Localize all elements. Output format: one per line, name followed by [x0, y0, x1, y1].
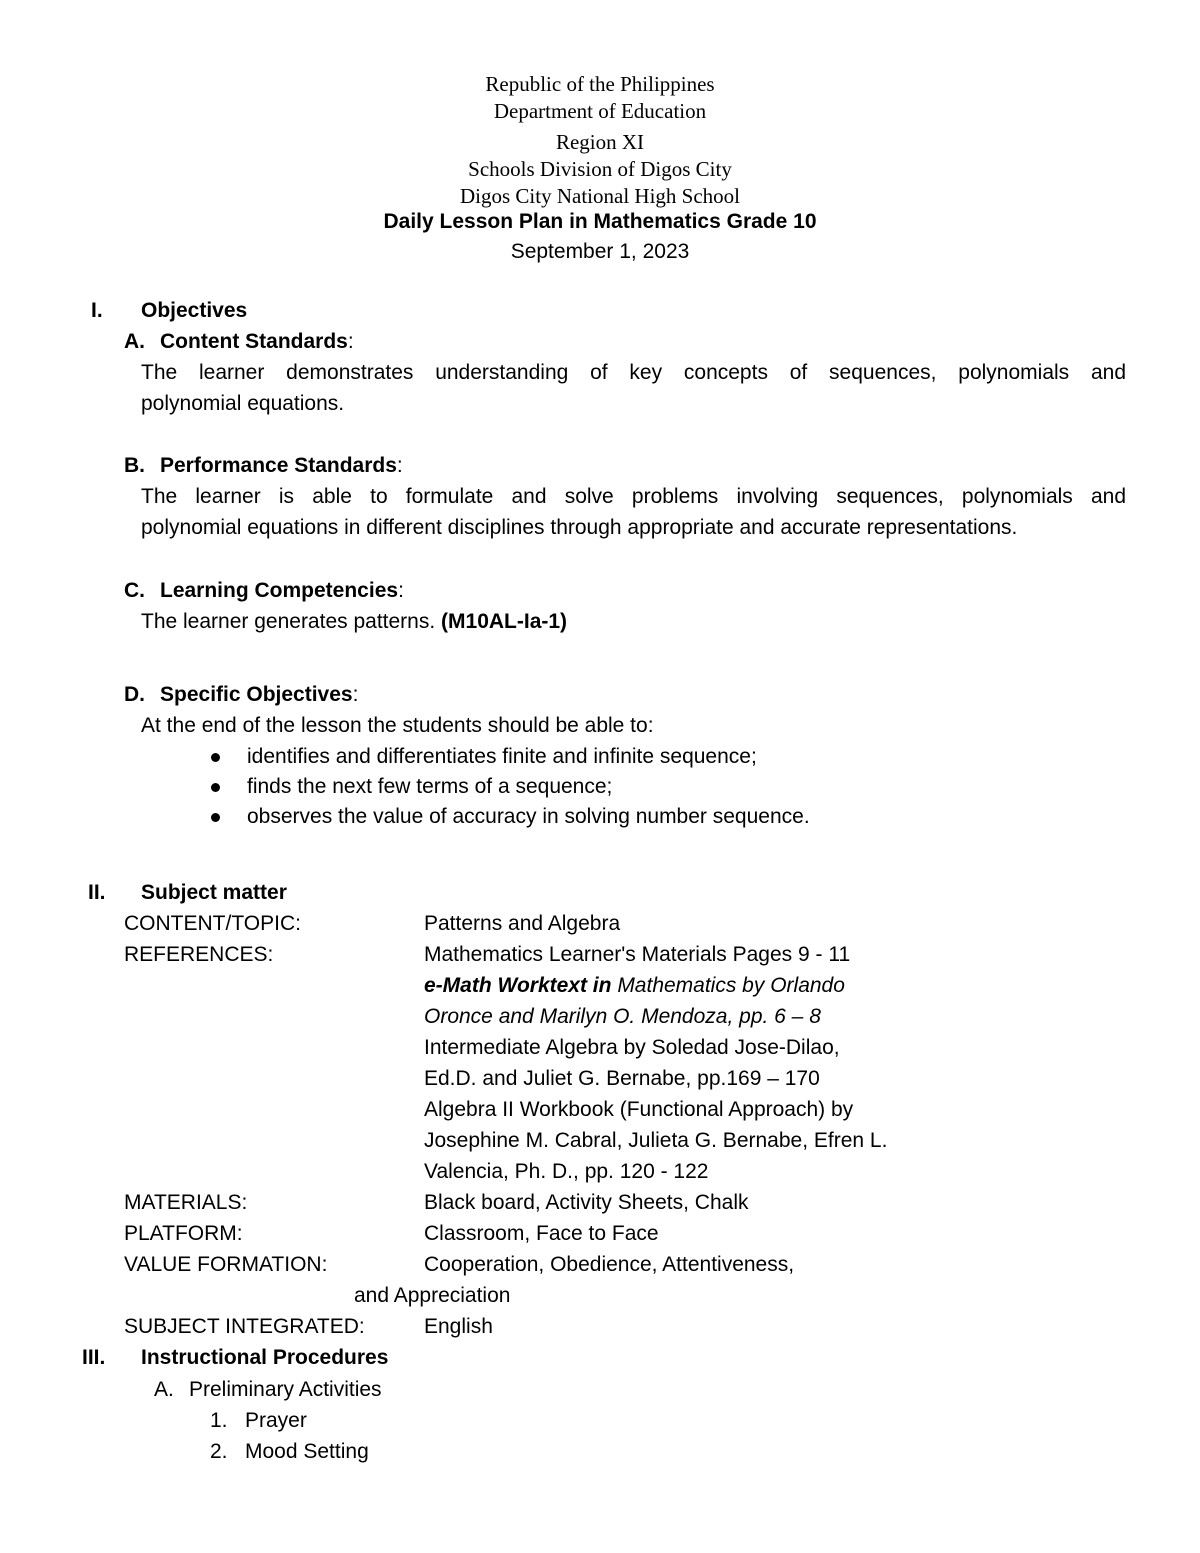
platform-value: Classroom, Face to Face: [424, 1222, 659, 1245]
references-label: REFERENCES:: [124, 943, 274, 966]
section-numeral-1: I.: [91, 299, 103, 322]
header-region: Region XI: [555, 130, 645, 154]
subsection-learning-competencies: [160, 578, 404, 604]
step-label-prayer: Prayer: [245, 1409, 307, 1432]
reference-line-5: Ed.D. and Juliet G. Bernabe, pp.169 – 170: [424, 1067, 820, 1090]
performance-standards-line-1: The learner is able to formulate and solve problems involving sequences, polynomials and: [141, 485, 1126, 508]
header-school: Digos City National High School: [460, 184, 740, 208]
value-formation-value: Cooperation, Obedience, Attentiveness,: [424, 1253, 795, 1276]
learning-competencies-label: Learning Competencies: [160, 579, 399, 602]
bullet-icon: [211, 783, 220, 792]
value-formation-label: VALUE FORMATION:: [124, 1253, 328, 1276]
content-topic-label: CONTENT/TOPIC:: [124, 912, 301, 935]
objective-item-1: identifies and differentiates finite and infinite sequence;: [247, 745, 757, 768]
specific-objectives-colon: :: [352, 683, 359, 706]
specific-objectives-intro: At the end of the lesson the students should be able to:: [141, 714, 654, 737]
reference-line-2: [424, 973, 845, 999]
reference-line-6: Algebra II Workbook (Functional Approach) by: [424, 1098, 854, 1121]
value-formation-continued: and Appreciation: [354, 1284, 511, 1307]
section-numeral-3: III.: [82, 1346, 106, 1369]
subsection-specific-objectives: [160, 682, 358, 708]
subsection-letter-b: B.: [124, 454, 145, 477]
subsection-content-standards: [160, 329, 354, 355]
content-standards-line-1: The learner demonstrates understanding of key concepts of sequences, polynomials and: [141, 361, 1126, 384]
step-number-1: 1.: [210, 1409, 228, 1432]
reference-worktext-title: e-Math Worktext in: [424, 974, 612, 997]
reference-line-8: Valencia, Ph. D., pp. 120 - 122: [424, 1160, 709, 1183]
content-standards-line-2: polynomial equations.: [141, 392, 345, 415]
preliminary-activities-label: Preliminary Activities: [189, 1378, 382, 1401]
content-standards-colon: :: [347, 330, 354, 353]
section-heading-subject-matter: Subject matter: [141, 881, 287, 904]
document-title: Daily Lesson Plan in Mathematics Grade 10: [383, 210, 817, 233]
content-standards-label: Content Standards: [160, 330, 348, 353]
step-number-2: 2.: [210, 1440, 228, 1463]
section-heading-objectives: Objectives: [141, 299, 248, 322]
specific-objectives-label: Specific Objectives: [160, 683, 353, 706]
materials-label: MATERIALS:: [124, 1191, 248, 1214]
header-division: Schools Division of Digos City: [468, 157, 732, 181]
subsection-letter-c: C.: [124, 579, 145, 602]
performance-standards-line-2: polynomial equations in different disciplines through appropriate and accurate representations.: [141, 516, 1018, 539]
performance-standards-colon: :: [396, 454, 403, 477]
platform-label: PLATFORM:: [124, 1222, 243, 1245]
reference-line-3: Oronce and Marilyn O. Mendoza, pp. 6 – 8: [424, 1005, 821, 1028]
subsection-letter-a: A.: [124, 330, 145, 353]
content-topic-value: Patterns and Algebra: [424, 912, 621, 935]
header-republic: Republic of the Philippines: [485, 72, 715, 96]
learning-competencies-colon: :: [398, 579, 404, 602]
performance-standards-label: Performance Standards: [160, 454, 397, 477]
reference-line-1: Mathematics Learner's Materials Pages 9 - 11: [424, 943, 851, 966]
header-department: Department of Education: [493, 99, 707, 123]
reference-worktext-rest: Mathematics by Orlando: [617, 974, 845, 997]
section-numeral-2: II.: [88, 881, 106, 904]
document-date: September 1, 2023: [510, 240, 690, 263]
subject-integrated-value: English: [424, 1315, 493, 1338]
competency-code: (M10AL-Ia-1): [441, 610, 568, 633]
competency-text: The learner generates patterns.: [141, 610, 436, 633]
section-heading-procedures: Instructional Procedures: [141, 1346, 389, 1369]
subsection-letter-d: D.: [124, 683, 145, 706]
objective-item-2: finds the next few terms of a sequence;: [247, 775, 613, 798]
subject-integrated-label: SUBJECT INTEGRATED:: [124, 1315, 365, 1338]
bullet-icon: [211, 813, 220, 822]
preliminary-letter: A.: [154, 1378, 174, 1401]
subsection-performance-standards: [160, 453, 403, 479]
learning-competencies-text: [141, 609, 567, 635]
reference-line-7: Josephine M. Cabral, Julieta G. Bernabe, Efren L.: [424, 1129, 888, 1152]
reference-line-4: Intermediate Algebra by Soledad Jose-Dilao,: [424, 1036, 840, 1059]
materials-value: Black board, Activity Sheets, Chalk: [424, 1191, 749, 1214]
objective-item-3: observes the value of accuracy in solving number sequence.: [247, 805, 810, 828]
bullet-icon: [211, 753, 220, 762]
step-label-mood-setting: Mood Setting: [245, 1440, 369, 1463]
